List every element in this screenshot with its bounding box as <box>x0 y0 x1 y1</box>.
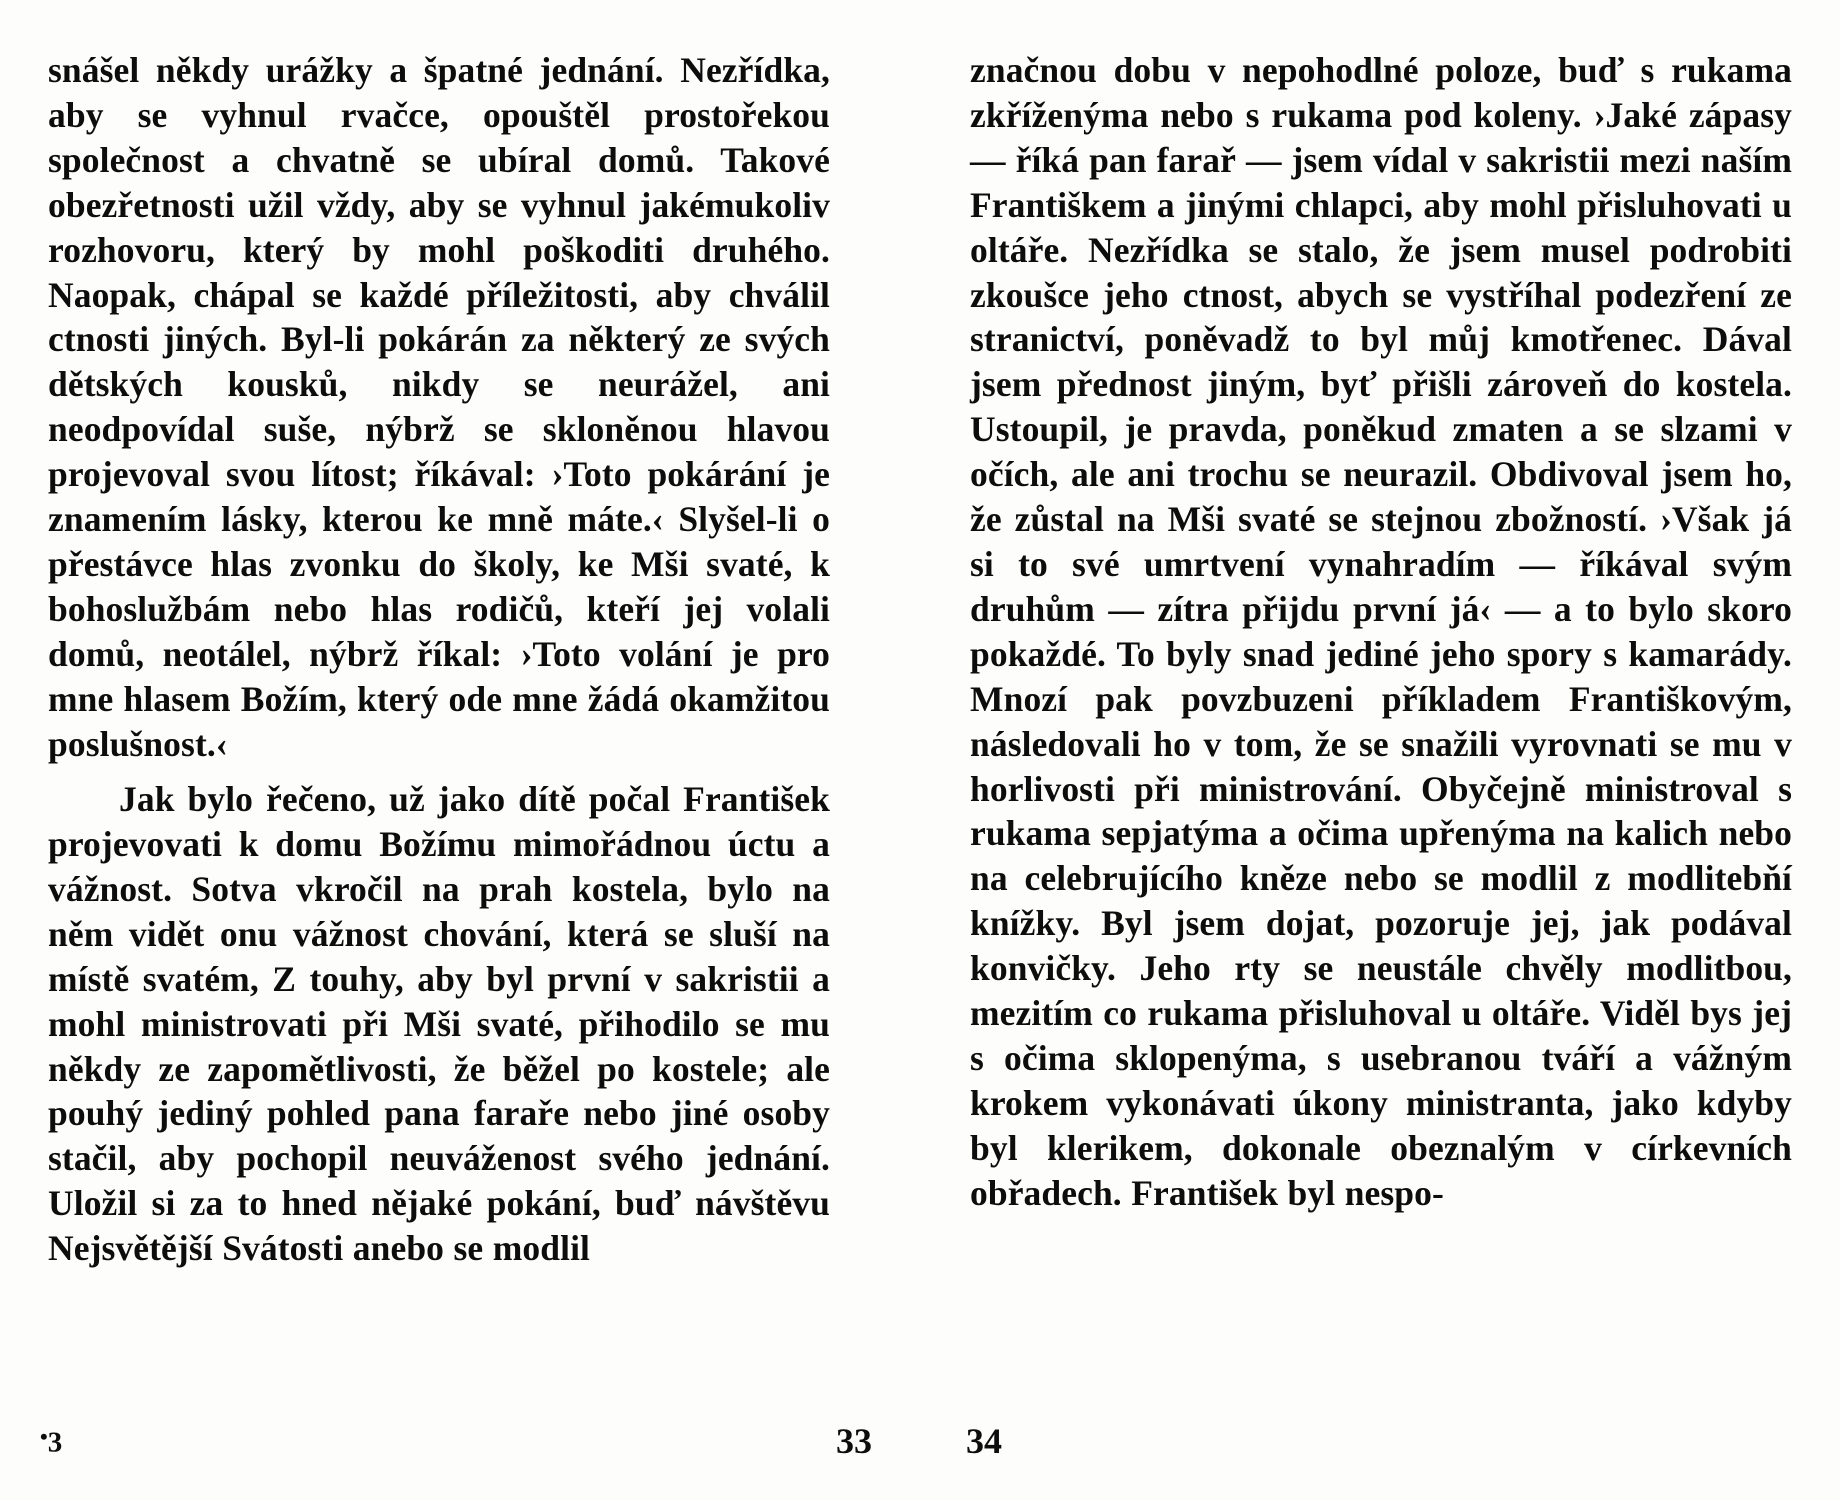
signature-number: 3 <box>47 1427 63 1459</box>
signature-dot: • <box>40 1424 48 1450</box>
page-number-left: 33 <box>836 1421 872 1461</box>
left-page-text <box>48 48 830 1271</box>
paragraph: Jak bylo řečeno, už jako dítě počal František projevovati k domu Božímu mimořádnou úctu a vážnost. Sotva vkročil na prah kostela, bylo na něm vidět onu vážnost chování, která se sluší na místě svatém, Z touhy, aby byl první v sakristii a mohl ministrovati při Mši svaté, přihodilo se mu někdy ze zapomětlivosti, že běžel po kostele; ale pouhý jediný pohled pana faraře nebo jiné osoby stačil, aby pochopil neuváženost svého jednání. Uložil si za to hned nějaké pokání, buď návštěvu Nejsvětější Svátosti anebo se modlil <box>48 779 830 1269</box>
right-page <box>920 0 1840 1500</box>
signature-mark <box>40 1424 62 1460</box>
paragraph-continued: značnou dobu v nepohodlné poloze, buď s rukama zkříženýma nebo s rukama pod koleny. ›Jaké zápasy — říká pan farař — jsem vídal v sakristii mezi naším Františkem a jinými chlapci, aby mohl přisluhovati u oltáře. Nezřídka se stalo, že jsem musel podrobiti zkoušce jeho ctnost, abych se vystříhal podezření ze stranictví, poněvadž to byl můj kmotřenec. Dával jsem přednost jiným, byť přišli zároveň do kostela. Ustoupil, je pravda, poněkud zmaten a se slzami v očích, ale ani trochu se neurazil. Obdivoval jsem ho, že zůstal na Mši svaté se stejnou zbožností. ›Však já si to své umrtvení vynahradím — říkával svým druhům — zítra přijdu první já‹ — a to bylo skoro pokaždé. To byly snad jediné jeho spory s kamarády. Mnozí pak povzbuzeni příkladem Františkovým, následovali ho v tom, že se snažili vyrovnati se mu v horlivosti při ministrování. Obyčejně ministroval s rukama sepjatýma a očima upřenýma na kalich nebo na celebrujícího kněze nebo se modlil z modlitebňí knížky. Byl jsem dojat, pozoruje jej, jak podával konvičky. Jeho rty se neustále chvěly modlitbou, mezitím co rukama přisluhoval u oltáře. Viděl bys jej s očima sklopenýma, s usebranou tváří a vážným krokem vykonávati úkony ministranta, jako kdyby byl klerikem, dokonale obeznalým v církevních obřadech. František byl nespo- <box>970 50 1792 1213</box>
right-page-text <box>970 48 1792 1216</box>
paragraph-continued: snášel někdy urážky a špatné jednání. Nezřídka, aby se vyhnul rvačce, opouštěl prostořekou společnost a chvatně se ubíral domů. Takové obezřetnosti užil vždy, aby se vyhnul jakémukoliv rozhovoru, který by mohl poškoditi druhého. Naopak, chápal se každé příležitosti, aby chválil ctnosti jiných. Byl-li pokárán za některý ze svých dětských kousků, nikdy se neurážel, ani neodpovídal suše, nýbrž se skloněnou hlavou projevoval svou lítost; říkával: ›Toto pokárání je znamením lásky, kterou ke mně máte.‹ Slyšel-li o přestávce hlas zvonku do školy, ke Mši svaté, k bohoslužbám nebo hlas rodičů, kteří jej volali domů, neotálel, nýbrž říkal: ›Toto volání je pro mne hlasem Božím, který ode mne žádá okamžitou poslušnost.‹ <box>48 50 830 764</box>
page-number-right: 34 <box>966 1421 1002 1461</box>
